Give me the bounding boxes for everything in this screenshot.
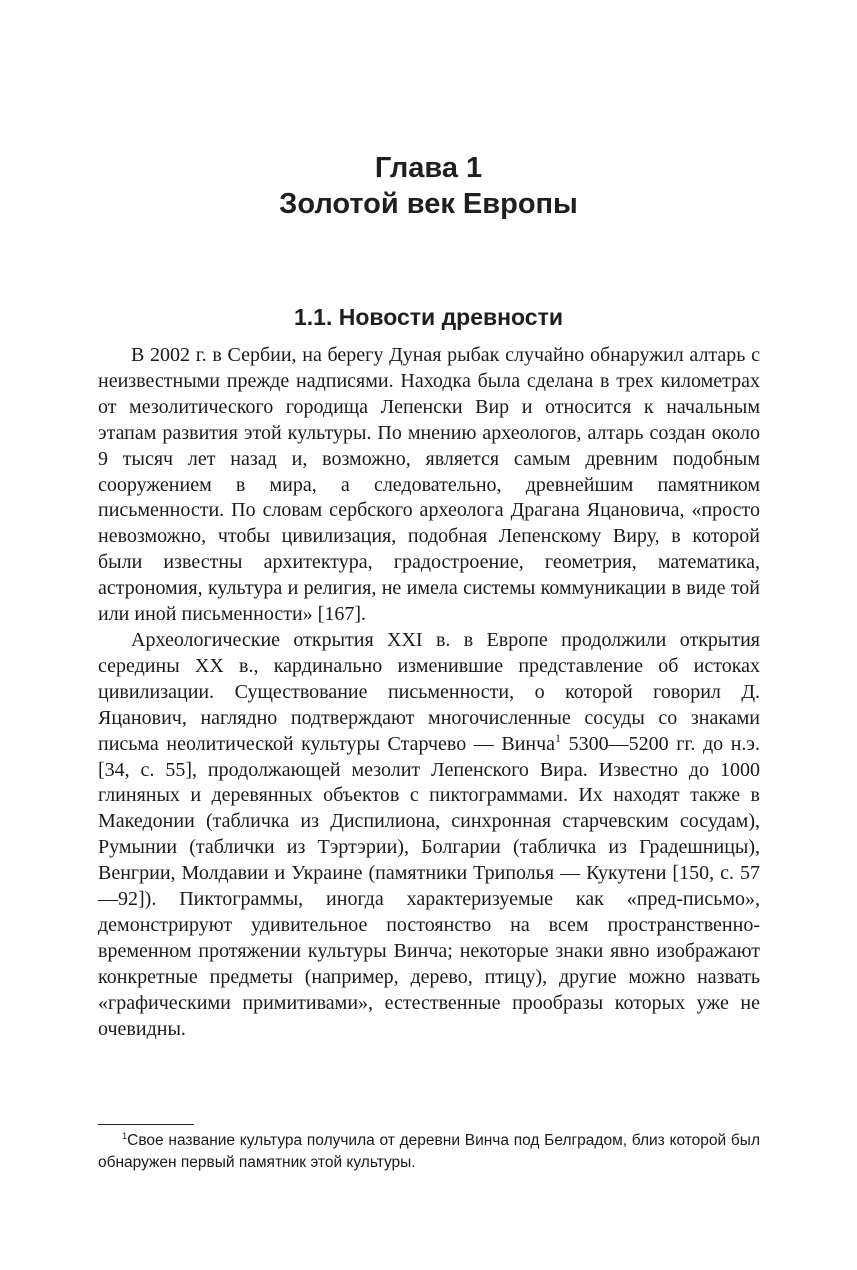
paragraph-2-text-after: 5300—5200 гг. до н.э. [34, с. 55], продолжающей мезолит Лепенского Вира. Известно до 1000 глиняных и деревянных объектов с пиктограммами. Их находят также в Македонии (табличка из Диспилиона, синхронная старчевским сосудам), Румынии (таблички из Тэртэрии), Болгарии (табличка из Градешницы), Венгрии, Молдавии и Украине (памятники Триполья — Кукутени [150, с. 57—92]). Пиктограммы, иногда характеризуемые как «пред-письмо», демонстрируют удивительное постоянство на всем пространственно-временном протяжении культуры Винча; некоторые знаки явно изображают конкретные предметы (например, дерево, птицу), другие можно назвать «графическими примитивами», естественные прообразы которых уже не очевидны. [98, 732, 760, 1040]
section-title: 1.1. Новости древности [294, 304, 563, 330]
paragraph-2 [98, 628, 760, 1043]
body-text [98, 343, 760, 1042]
chapter-heading [0, 150, 857, 222]
footnote-divider [98, 1124, 194, 1125]
footnote [98, 1130, 760, 1174]
footnote-text: Свое название культура получила от деревни Винча под Белградом, близ которой был обнаружен первый памятник этой культуры. [98, 1132, 760, 1171]
paragraph-2-text-before: Археологические открытия XXI в. в Европе продолжили открытия середины XX в., кардинально изменившие представление об истоках цивилизации. Существование письменности, о которой говорил Д. Яцанович, наглядно подтверждают многочисленные сосуды со знаками письма неолитической культуры Старчево — Винча [98, 628, 760, 755]
chapter-title: Золотой век Европы [279, 188, 578, 220]
paragraph-1: В 2002 г. в Сербии, на берегу Дуная рыбак случайно обнаружил алтарь с неизвестными прежде надписями. Находка была сделана в трех километрах от мезолитического городища Лепенски Вир и относится к начальным этапам развития этой культуры. По мнению археологов, алтарь создан около 9 тысяч лет назад и, возможно, является самым древним подобным сооружением в мира, а следовательно, древнейшим памятником письменности. По словам сербского археолога Драгана Яцановича, «просто невозможно, чтобы цивилизация, подобная Лепенскому Виру, в которой были известны архитектура, градостроение, геометрия, математика, астрономия, культура и религия, не имела системы коммуникации в виде той или иной письменности» [167]. [98, 344, 760, 626]
footnote-reference: 1 [555, 730, 562, 745]
footnote-marker: 1 [122, 1130, 128, 1141]
chapter-label: Глава 1 [374, 152, 483, 184]
